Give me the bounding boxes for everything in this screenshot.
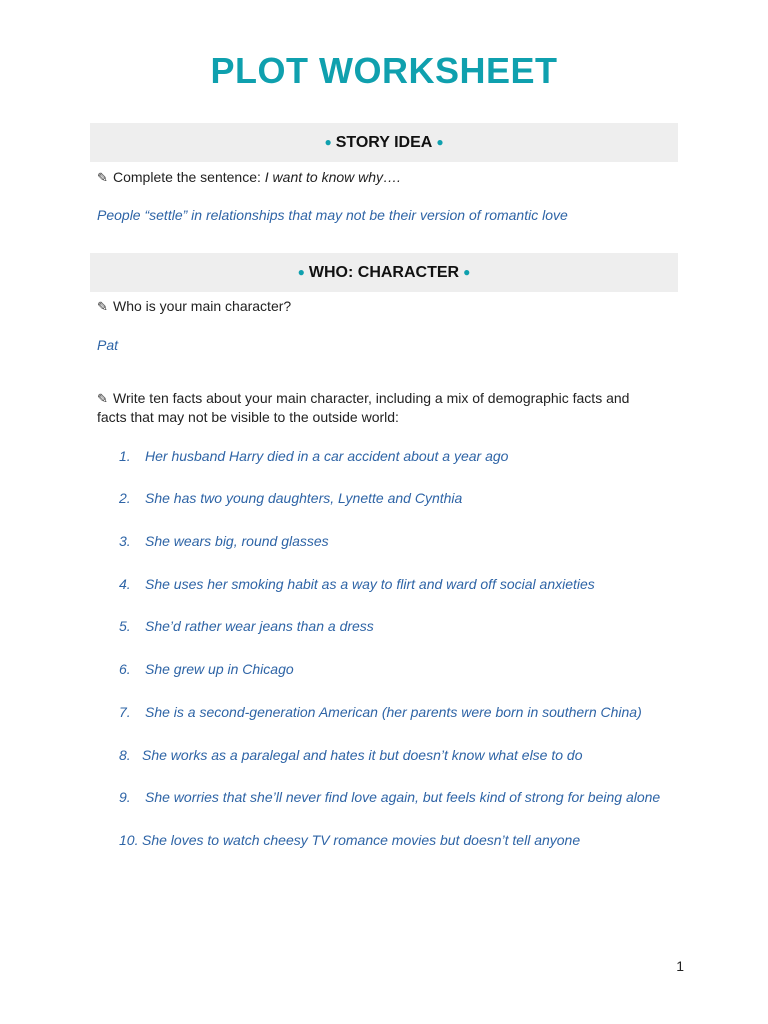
section-heading: WHO: CHARACTER xyxy=(308,264,460,281)
list-item xyxy=(119,703,679,722)
list-number: 2. xyxy=(119,490,131,506)
list-item xyxy=(119,617,679,636)
list-number: 7. xyxy=(119,704,131,720)
prompt-italic-text: I want to know why…. xyxy=(264,169,401,185)
list-item xyxy=(119,831,679,850)
list-text: She wears big, round glasses xyxy=(145,533,329,549)
pencil-icon: ✎ xyxy=(97,170,108,185)
section-header-story-idea xyxy=(90,123,678,162)
pencil-icon: ✎ xyxy=(97,299,108,314)
prompt-text: Complete the sentence: xyxy=(113,169,261,185)
page-number: 1 xyxy=(676,958,684,974)
section-heading: STORY IDEA xyxy=(335,134,433,151)
list-text: She grew up in Chicago xyxy=(145,661,294,677)
page-title: PLOT WORKSHEET xyxy=(210,50,558,91)
list-item xyxy=(119,447,679,466)
list-item xyxy=(119,575,679,594)
list-number: 8. xyxy=(119,747,131,763)
list-text: She uses her smoking habit as a way to flirt and ward off social anxieties xyxy=(145,576,595,592)
list-number: 5. xyxy=(119,618,131,634)
character-facts-prompt xyxy=(97,389,662,427)
list-number: 4. xyxy=(119,576,131,592)
story-idea-answer: People “settle” in relationships that may not be their version of romantic love xyxy=(97,207,568,223)
main-character-prompt xyxy=(97,297,667,316)
list-text: She has two young daughters, Lynette and Cynthia xyxy=(145,490,463,506)
pencil-icon: ✎ xyxy=(97,391,108,406)
list-item xyxy=(119,489,679,508)
list-text: She is a second-generation American (her parents were born in southern China) xyxy=(145,704,642,720)
main-character-answer: Pat xyxy=(97,337,119,353)
prompt-text: Who is your main character? xyxy=(113,298,292,314)
list-number: 1. xyxy=(119,448,131,464)
list-text: She works as a paralegal and hates it but doesn’t know what else to do xyxy=(142,747,583,763)
list-number: 10. xyxy=(119,832,139,848)
list-number: 9. xyxy=(119,789,131,805)
list-number: 3. xyxy=(119,533,131,549)
prompt-text: Write ten facts about your main character, including a mix of demographic facts and facts that may not be visible to the outside world: xyxy=(97,390,630,425)
list-number: 6. xyxy=(119,661,131,677)
list-item xyxy=(119,788,679,807)
list-text: Her husband Harry died in a car accident about a year ago xyxy=(145,448,509,464)
bullet-dot-icon: ● xyxy=(297,265,305,279)
section-header-character xyxy=(90,253,678,292)
bullet-dot-icon: ● xyxy=(463,265,471,279)
story-idea-prompt xyxy=(97,168,667,187)
list-item xyxy=(119,532,679,551)
bullet-dot-icon: ● xyxy=(436,135,444,149)
list-text: She loves to watch cheesy TV romance movies but doesn’t tell anyone xyxy=(142,832,581,848)
list-item xyxy=(119,660,679,679)
list-text: She’d rather wear jeans than a dress xyxy=(145,618,374,634)
bullet-dot-icon: ● xyxy=(324,135,332,149)
list-item xyxy=(119,746,679,765)
list-text: She worries that she’ll never find love again, but feels kind of strong for being alone xyxy=(145,789,661,805)
